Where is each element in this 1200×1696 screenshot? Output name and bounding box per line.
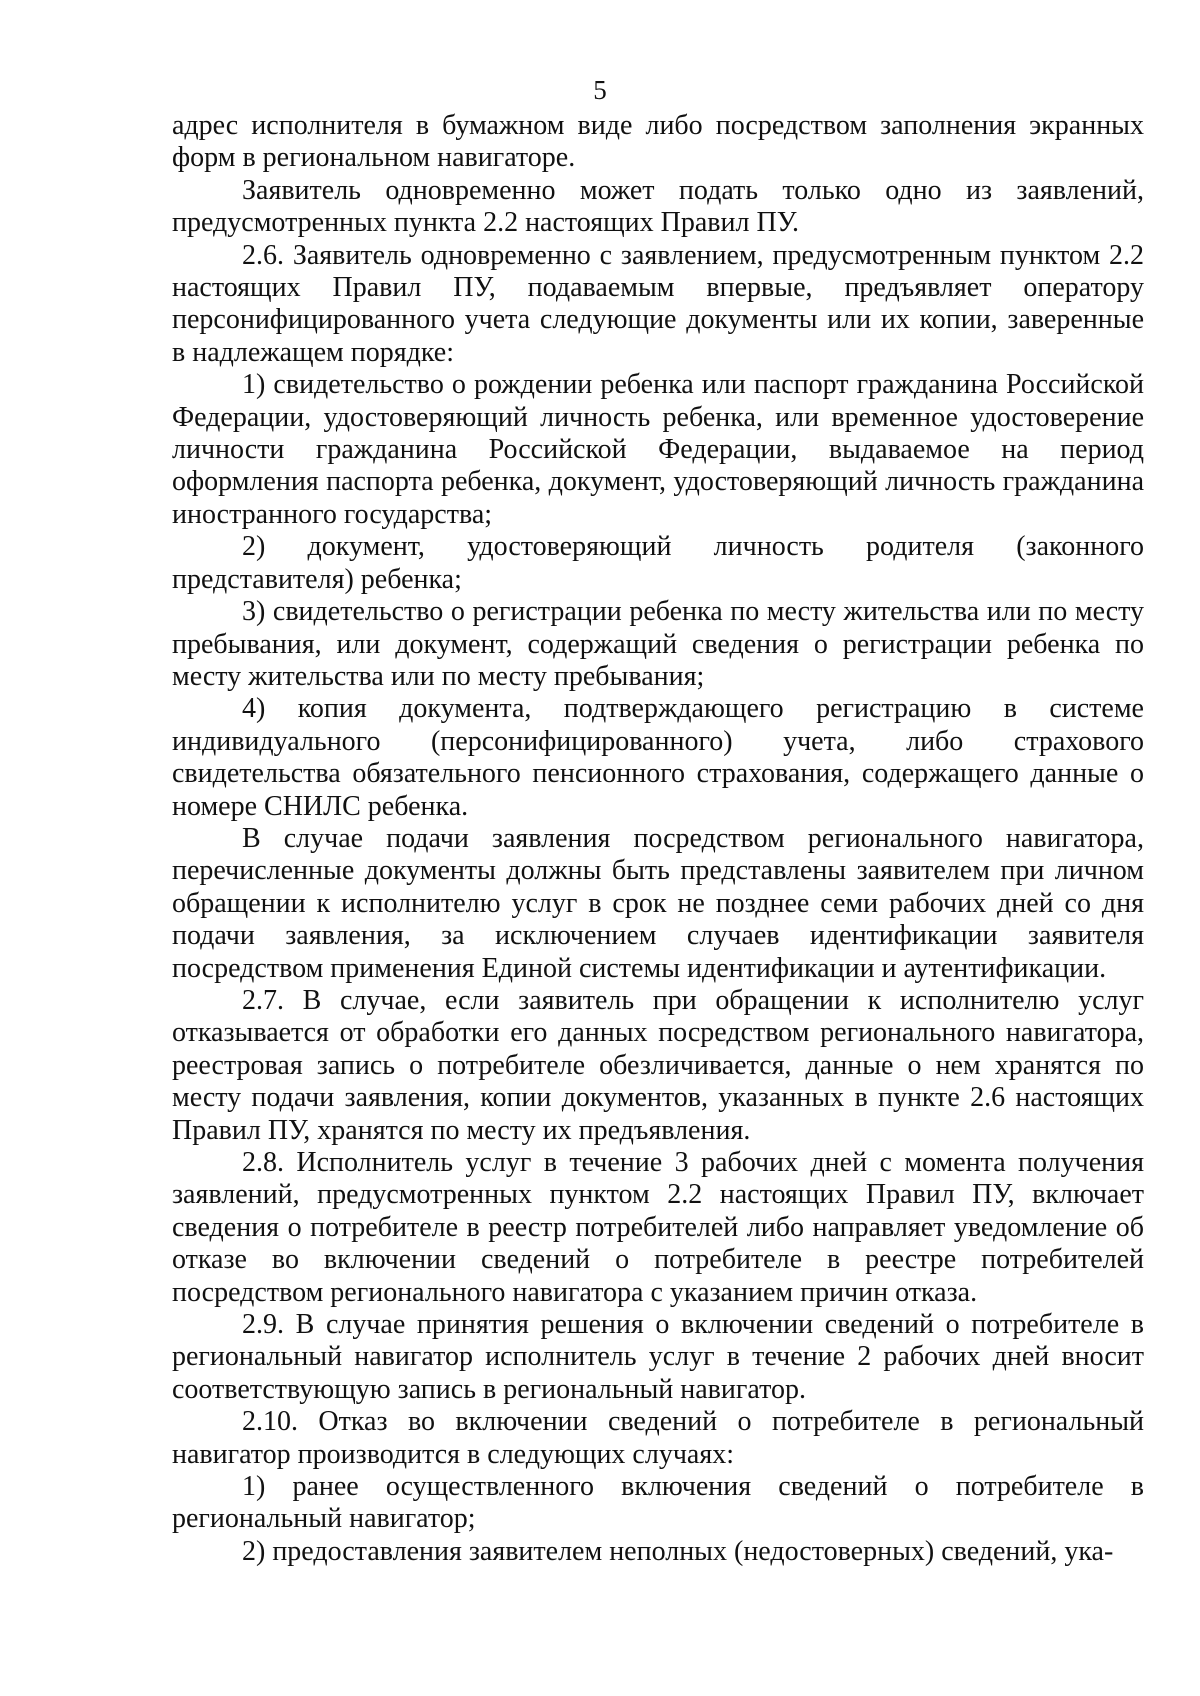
body-paragraph: 1) ранее осуществленного включения сведений о потребителе в региональный навигатор;	[172, 1471, 1144, 1535]
body-paragraph: 4) копия документа, подтверждающего регистрацию в системе индивидуального (персонифицированного) учета, либо страхового свидетельства обязательного пенсионного страхования, содержащего данные о номере СНИЛС ребенка.	[172, 693, 1144, 822]
body-paragraph: 1) свидетельство о рождении ребенка или паспорт гражданина Российской Федерации, удостоверяющий личность ребенка, или временное удостоверение личности гражданина Российской Федерации, выдаваемое на период оформления паспорта ребенка, документ, удостоверяющий личность гражданина иностранного государства;	[172, 369, 1144, 530]
body-paragraph: 2.7. В случае, если заявитель при обращении к исполнителю услуг отказывается от обработки его данных посредством регионального навигатора, реестровая запись о потребителе обезличивается, данные о нем хранятся по месту подачи заявления, копии документов, указанных в пункте 2.6 настоящих Правил ПУ, хранятся по месту их предъявления.	[172, 984, 1144, 1146]
body-paragraph: Заявитель одновременно может подать только одно из заявлений, предусмотренных пункта 2.2 настоящих Правил ПУ.	[172, 174, 1144, 239]
page-number: 5	[593, 75, 607, 105]
body-paragraph: 2) предоставления заявителем неполных (недостоверных) сведений, ука-	[242, 1535, 1114, 1567]
body-paragraph: 2.6. Заявитель одновременно с заявлением, предусмотренным пунктом 2.2 настоящих Правил ПУ, подаваемым впервые, предъявляет оператору персонифицированного учета следующие документы или их копии, заверенные в надлежащем порядке:	[172, 239, 1144, 368]
body-paragraph: 2.9. В случае принятия решения о включении сведений о потребителе в региональный навигатор исполнитель услуг в течение 2 рабочих дней вносит соответствующую запись в региональный навигатор.	[172, 1309, 1144, 1405]
body-paragraph: 3) свидетельство о регистрации ребенка по месту жительства или по месту пребывания, или документ, содержащий сведения о регистрации ребенка по месту жительства или по месту пребывания;	[172, 596, 1144, 692]
body-paragraph: 2.10. Отказ во включении сведений о потребителе в региональный навигатор производится в следующих случаях:	[172, 1406, 1144, 1470]
body-paragraph: 2.8. Исполнитель услуг в течение 3 рабочих дней с момента получения заявлений, предусмотренных пунктом 2.2 настоящих Правил ПУ, включает сведения о потребителе в реестр потребителей либо направляет уведомление об отказе во включении сведений о потребителе в реестре потребителей посредством регионального навигатора с указанием причин отказа.	[172, 1147, 1144, 1308]
body-paragraph: адрес исполнителя в бумажном виде либо посредством заполнения экранных форм в региональном навигаторе.	[172, 110, 1144, 174]
document-body	[172, 110, 1144, 1568]
body-paragraph: В случае подачи заявления посредством регионального навигатора, перечисленные документы должны быть представлены заявителем при личном обращении к исполнителю услуг в срок не позднее семи рабочих дней со дня подачи заявления, за исключением случаев идентификации заявителя посредством применения Единой системы идентификации и аутентификации.	[172, 822, 1144, 984]
body-paragraph: 2) документ, удостоверяющий личность родителя (законного представителя) ребенка;	[172, 531, 1144, 595]
